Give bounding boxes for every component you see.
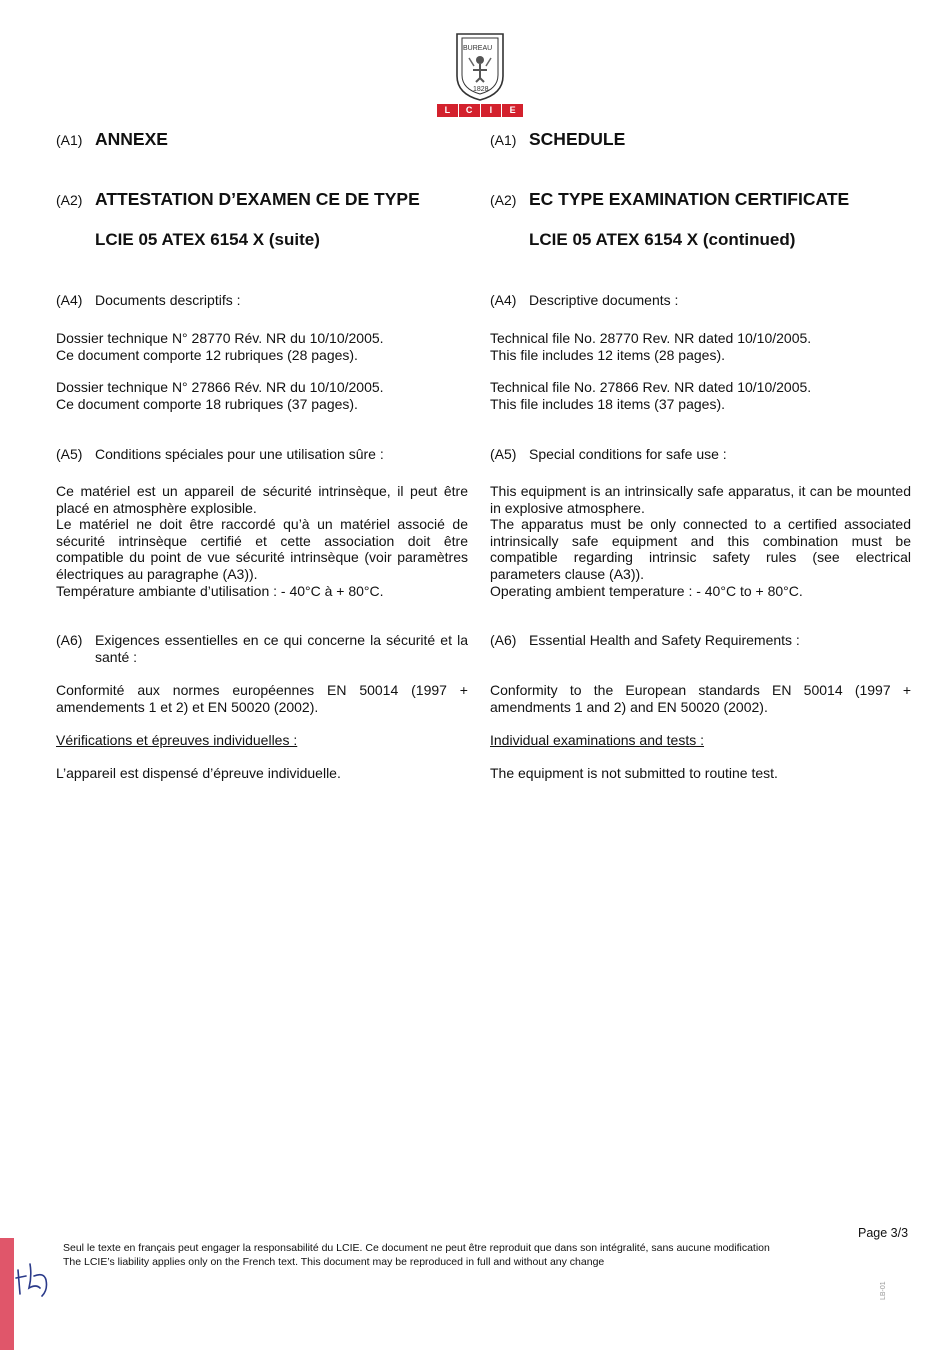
a5-heading — [490, 446, 911, 463]
document-entry — [56, 330, 468, 363]
certificate-title: ATTESTATION D’EXAMEN CE DE TYPE — [95, 189, 420, 209]
svg-text:1828: 1828 — [473, 86, 489, 93]
section-ref: (A5) — [56, 446, 83, 462]
section-title: Exigences essentielles en ce qui concerne la sécurité et la santé : — [95, 632, 468, 665]
document-entry — [490, 379, 911, 412]
a5-body — [56, 483, 468, 599]
document-code: LB-01 — [880, 1281, 887, 1300]
svg-text:BUREAU: BUREAU — [463, 45, 493, 52]
section-title: Descriptive documents : — [529, 292, 679, 308]
document-line: Ce document comporte 12 rubriques (28 pages). — [56, 346, 358, 363]
paragraph: Conformity to the European standards EN 50014 (1997 + amendments 1 and 2) and EN 50020 (2002). — [490, 682, 911, 715]
a6-heading — [56, 632, 468, 665]
certificate-title: EC TYPE EXAMINATION CERTIFICATE — [529, 189, 850, 209]
document-entry — [490, 330, 911, 363]
a4-heading — [490, 292, 911, 309]
document-entry — [56, 379, 468, 412]
section-ref: (A4) — [490, 292, 517, 308]
lcie-letter: L — [437, 104, 459, 117]
lcie-band — [437, 104, 523, 117]
page-number: Page 3/3 — [858, 1226, 909, 1240]
document-line: Ce document comporte 18 rubriques (37 pages). — [56, 395, 358, 412]
paragraph: The equipment is not submitted to routine test. — [490, 765, 778, 781]
a4-heading — [56, 292, 468, 309]
lcie-letter: E — [502, 104, 523, 117]
paragraph: Ce matériel est un appareil de sécurité intrinsèque, il peut être placé en atmosphère explosible. — [56, 483, 468, 516]
a5-body — [490, 483, 911, 599]
disclaimer-en: The LCIE’s liability applies only on the French text. This document may be reproduced in full and without any change — [63, 1255, 605, 1268]
section-title: Special conditions for safe use : — [529, 446, 727, 462]
document-line: Technical file No. 27866 Rev. NR dated 10/10/2005. — [490, 379, 812, 395]
section-title: Essential Health and Safety Requirements : — [529, 632, 800, 648]
signature-icon — [14, 1256, 54, 1300]
a6-heading — [490, 632, 911, 649]
document-line: This file includes 18 items (37 pages). — [490, 395, 725, 412]
bureau-veritas-seal-icon — [449, 28, 511, 102]
section-ref: (A1) — [56, 132, 83, 148]
annex-title: ANNEXE — [95, 129, 168, 149]
bureau-veritas-lcie-logo — [437, 28, 523, 117]
certificate-number: LCIE 05 ATEX 6154 X (suite) — [95, 230, 320, 249]
section-ref: (A6) — [56, 632, 83, 648]
section-title: Conditions spéciales pour une utilisation sûre : — [95, 446, 384, 462]
verification-title: Individual examinations and tests : — [490, 732, 705, 748]
a2-heading — [56, 191, 468, 209]
red-margin-bar — [0, 1238, 14, 1350]
section-ref: (A2) — [490, 192, 517, 208]
document-line: This file includes 12 items (28 pages). — [490, 346, 725, 363]
lcie-letter: C — [459, 104, 481, 117]
section-ref: (A6) — [490, 632, 517, 648]
paragraph: Température ambiante d’utilisation : - 40°C à + 80°C. — [56, 582, 384, 599]
a1-heading — [490, 131, 911, 149]
disclaimer-fr: Seul le texte en français peut engager la responsabilité du LCIE. Ce document ne peut être reproduit que dans son intégralité, sans aucune modification — [63, 1242, 770, 1254]
paragraph: Le matériel ne doit être raccordé qu’à un matériel associé de sécurité intrinsèque certifié et cette association doit être compatible du point de vue sécurité intrinsèque (voir paramètres électriques au paragraphe (A3)). — [56, 516, 468, 582]
a2-heading — [490, 191, 911, 209]
a1-heading — [56, 131, 468, 149]
section-ref: (A4) — [56, 292, 83, 308]
paragraph: This equipment is an intrinsically safe apparatus, it can be mounted in explosive atmosphere. — [490, 483, 911, 516]
document-line: Technical file No. 28770 Rev. NR dated 10/10/2005. — [490, 330, 812, 346]
verification-title: Vérifications et épreuves individuelles : — [56, 732, 298, 748]
section-ref: (A1) — [490, 132, 517, 148]
a5-heading — [56, 446, 468, 463]
section-ref: (A5) — [490, 446, 517, 462]
section-title: Documents descriptifs : — [95, 292, 241, 308]
paragraph: L’appareil est dispensé d’épreuve individuelle. — [56, 765, 341, 781]
document-line: Dossier technique N° 28770 Rév. NR du 10/10/2005. — [56, 330, 384, 346]
footer-disclaimer — [63, 1242, 770, 1269]
certificate-number: LCIE 05 ATEX 6154 X (continued) — [529, 230, 796, 249]
paragraph: The apparatus must be only connected to a certified associated intrinsically safe equipment and this combination must be compatible regarding intrinsic safety rules (see electrical parameters clause (A3)). — [490, 516, 911, 582]
lcie-letter: I — [481, 104, 503, 117]
paragraph: Conformité aux normes européennes EN 50014 (1997 + amendements 1 et 2) et EN 50020 (2002). — [56, 682, 468, 715]
section-ref: (A2) — [56, 192, 83, 208]
document-line: Dossier technique N° 27866 Rév. NR du 10/10/2005. — [56, 379, 384, 395]
paragraph: Operating ambient temperature : - 40°C to + 80°C. — [490, 582, 803, 599]
handwritten-initials — [14, 1256, 54, 1305]
schedule-title: SCHEDULE — [529, 129, 626, 149]
